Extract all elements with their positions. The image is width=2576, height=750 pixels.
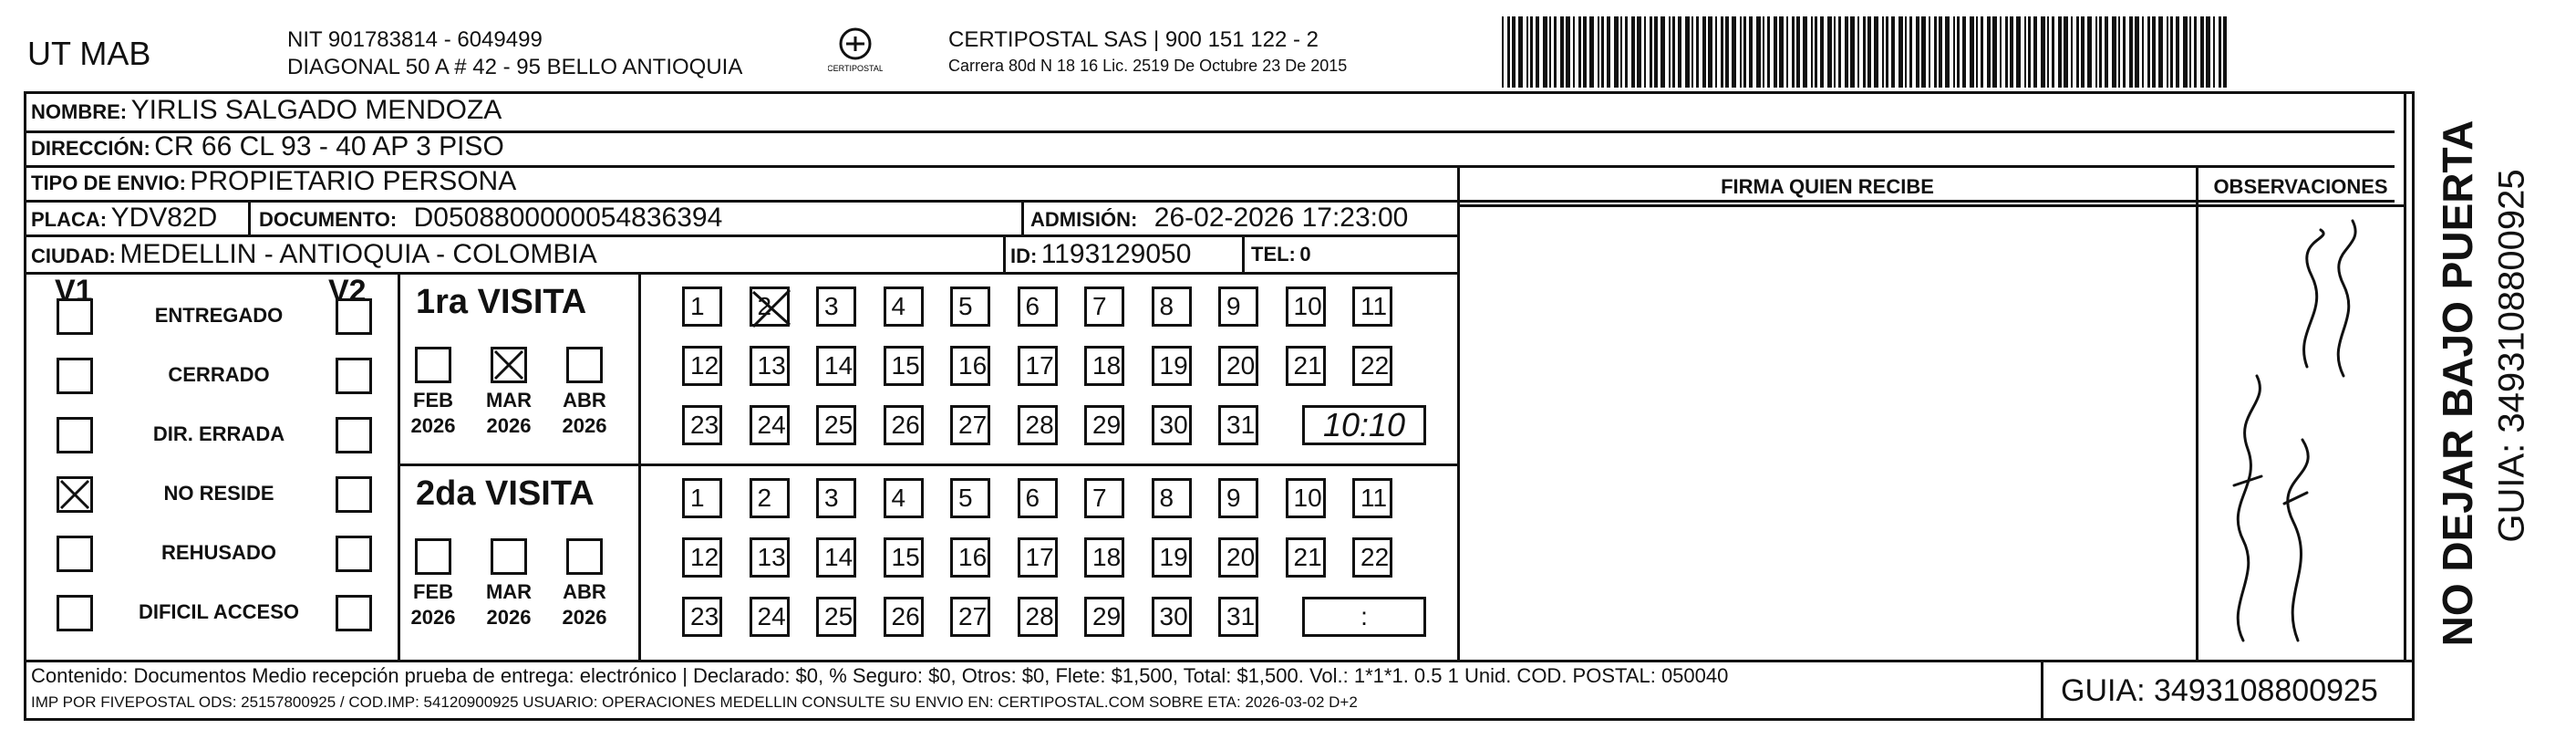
visit-day-box[interactable]: 9 <box>1218 478 1258 518</box>
visit-day-box[interactable]: 19 <box>1152 346 1192 386</box>
side-warning: NO DEJAR BAJO PUERTA <box>2434 120 2481 647</box>
visit-day-box[interactable]: 16 <box>950 346 990 386</box>
visit-month-label: ABR <box>563 389 606 411</box>
nombre-value: YIRLIS SALGADO MENDOZA <box>130 95 502 125</box>
visit-day-box[interactable]: 20 <box>1218 346 1258 386</box>
visit-day-box[interactable]: 2 <box>750 286 790 327</box>
visit-day-box[interactable]: 12 <box>682 346 722 386</box>
admision-label: ADMISIÓN: <box>1030 208 1138 231</box>
footer-guia: GUIA: 3493108800925 <box>2061 673 2378 708</box>
visit-day-box[interactable]: 19 <box>1152 537 1192 578</box>
visit-day-box[interactable]: 5 <box>950 286 990 327</box>
visit-day-box[interactable]: 3 <box>816 478 856 518</box>
admision-row <box>1030 203 1408 234</box>
footer-imp: IMP POR FIVEPOSTAL ODS: 25157800925 / COD.IMP: 54120900925 USUARIO: OPERACIONES MEDELLIN CONSULTE SU ENVIO EN: CERTIPOSTAL.COM SOBRE ETA: 2026-03-02 D+2 <box>31 693 1358 711</box>
v1-label: V1 <box>55 274 93 308</box>
visit-month-label: ABR <box>563 580 606 603</box>
visit-month-checkbox[interactable] <box>491 347 527 383</box>
visit-year-label: 2026 <box>486 414 532 437</box>
visit-day-box[interactable]: 8 <box>1152 478 1192 518</box>
documento-row <box>259 203 722 234</box>
status-label: CERRADO <box>168 363 270 386</box>
visit-day-box[interactable]: 6 <box>1018 478 1058 518</box>
status-v2-checkbox[interactable] <box>336 417 372 453</box>
logo-text: CERTIPOSTAL <box>828 64 883 73</box>
visit-day-box[interactable]: 12 <box>682 537 722 578</box>
side-guia: GUIA: 3493108800925 <box>2491 169 2532 543</box>
handwritten-observation <box>2207 212 2398 657</box>
documento-value: D0508800000054836394 <box>413 203 723 233</box>
visit-month-label: MAR <box>485 580 533 603</box>
visit-day-box[interactable]: 10 <box>1286 286 1326 327</box>
visit-day-box[interactable]: 26 <box>884 597 924 637</box>
visit-day-box[interactable]: 14 <box>816 346 856 386</box>
visit-month-checkbox[interactable] <box>491 538 527 575</box>
status-v2-checkbox[interactable] <box>336 358 372 394</box>
visit-day-box[interactable]: 17 <box>1018 346 1058 386</box>
visit-time-box[interactable]: 10:10 <box>1302 405 1426 445</box>
status-v1-checkbox[interactable] <box>57 536 93 572</box>
visit-title: 1ra VISITA <box>416 283 587 321</box>
documento-label: DOCUMENTO: <box>259 208 398 231</box>
tipo-envio-row <box>31 166 516 197</box>
status-label: NO RESIDE <box>163 482 274 505</box>
status-v1-checkbox[interactable] <box>57 358 93 394</box>
visit-day-box[interactable]: 29 <box>1084 597 1124 637</box>
visit-day-box[interactable]: 24 <box>750 597 790 637</box>
company-nit: NIT 901783814 - 6049499 <box>287 27 543 52</box>
visit-day-box[interactable]: 23 <box>682 597 722 637</box>
visit-day-box[interactable]: 22 <box>1352 346 1392 386</box>
visit-day-box[interactable]: 15 <box>884 346 924 386</box>
visit-day-box[interactable]: 15 <box>884 537 924 578</box>
visit-year-label: 2026 <box>410 414 456 437</box>
visit-day-box[interactable]: 16 <box>950 537 990 578</box>
certipostal-logo <box>828 26 883 80</box>
visit-day-box[interactable]: 25 <box>816 405 856 445</box>
observaciones-header: OBSERVACIONES <box>2213 175 2388 198</box>
ciudad-label: CIUDAD: <box>31 245 116 267</box>
visit-year-label: 2026 <box>562 606 607 629</box>
tel-label: TEL: <box>1251 243 1296 266</box>
carrier-name: CERTIPOSTAL SAS | 900 151 122 - 2 <box>948 27 1319 52</box>
visit-day-box[interactable]: 18 <box>1084 537 1124 578</box>
visit-day-box[interactable]: 31 <box>1218 405 1258 445</box>
company-name: UT MAB <box>27 35 151 72</box>
visit-day-box[interactable]: 17 <box>1018 537 1058 578</box>
day-check-mark <box>750 286 793 339</box>
visit-day-box[interactable]: 5 <box>950 478 990 518</box>
placa-row <box>31 203 217 234</box>
visit-year-label: 2026 <box>562 414 607 437</box>
visit-day-box[interactable]: 13 <box>750 537 790 578</box>
visit-month-label: FEB <box>413 580 453 603</box>
company-address: DIAGONAL 50 A # 42 - 95 BELLO ANTIOQUIA <box>287 55 743 79</box>
status-v2-checkbox[interactable] <box>336 536 372 572</box>
visit-day-box[interactable]: 29 <box>1084 405 1124 445</box>
visit-day-box[interactable]: 25 <box>816 597 856 637</box>
visit-day-box[interactable]: 7 <box>1084 286 1124 327</box>
visit-day-box[interactable]: 8 <box>1152 286 1192 327</box>
v2-label: V2 <box>328 274 367 308</box>
admision-value: 26-02-2026 17:23:00 <box>1154 203 1409 233</box>
status-v1-checkbox[interactable] <box>57 595 93 631</box>
status-label: DIFICIL ACCESO <box>138 600 299 623</box>
visit-day-box[interactable]: 9 <box>1218 286 1258 327</box>
status-v2-checkbox[interactable] <box>336 595 372 631</box>
footer-contenido: Contenido: Documentos Medio recepción prueba de entrega: electrónico | Declarado: $0, % Seguro: $0, Otros: $0, Flete: $1,500, Total: $1,500. Vol.: 1*1*1. 0.5 1 Unid. COD. POSTAL: 050040 <box>31 664 1729 687</box>
visit-month-checkbox[interactable] <box>566 347 603 383</box>
visit-day-box[interactable]: 27 <box>950 405 990 445</box>
visit-day-box[interactable]: 22 <box>1352 537 1392 578</box>
status-v1-checkbox[interactable] <box>57 298 93 335</box>
visit-day-box[interactable]: 14 <box>816 537 856 578</box>
visit-day-box[interactable]: 7 <box>1084 478 1124 518</box>
visit-day-box[interactable]: 20 <box>1218 537 1258 578</box>
direccion-row <box>31 131 504 162</box>
id-value: 1193129050 <box>1040 239 1192 269</box>
visit-day-box[interactable]: 13 <box>750 346 790 386</box>
ciudad-value: MEDELLIN - ANTIOQUIA - COLOMBIA <box>119 239 597 269</box>
visit-month-label: FEB <box>413 389 453 411</box>
visit-year-label: 2026 <box>486 606 532 629</box>
visit-day-box[interactable]: 11 <box>1352 286 1392 327</box>
visit-day-box[interactable]: 26 <box>884 405 924 445</box>
visit-day-box[interactable]: 1 <box>682 478 722 518</box>
barcode <box>1500 16 2229 88</box>
visit-day-box[interactable]: 1 <box>682 286 722 327</box>
status-v1-checkbox[interactable] <box>57 476 93 513</box>
visit-day-box[interactable]: 4 <box>884 286 924 327</box>
id-row <box>1010 239 1191 270</box>
visit-month-label: MAR <box>485 389 533 411</box>
visit-day-box[interactable]: 24 <box>750 405 790 445</box>
placa-label: PLACA: <box>31 208 108 231</box>
visit-day-box[interactable]: 21 <box>1286 346 1326 386</box>
direccion-value: CR 66 CL 93 - 40 AP 3 PISO <box>154 131 504 161</box>
visit-day-box[interactable]: 27 <box>950 597 990 637</box>
visit-day-box[interactable]: 21 <box>1286 537 1326 578</box>
status-label: REHUSADO <box>161 541 276 564</box>
status-v1-checkbox[interactable] <box>57 417 93 453</box>
status-v2-checkbox[interactable] <box>336 476 372 513</box>
visit-day-box[interactable]: 31 <box>1218 597 1258 637</box>
visit-day-box[interactable]: 4 <box>884 478 924 518</box>
visit-month-checkbox[interactable] <box>415 538 451 575</box>
tel-value: 0 <box>1299 243 1311 266</box>
visit-day-box[interactable]: 11 <box>1352 478 1392 518</box>
carrier-address: Carrera 80d N 18 16 Lic. 2519 De Octubre 23 De 2015 <box>948 57 1348 75</box>
visit-day-box[interactable]: 30 <box>1152 405 1192 445</box>
nombre-row <box>31 95 502 126</box>
visit-day-box[interactable]: 23 <box>682 405 722 445</box>
visit-time-box[interactable]: : <box>1302 597 1426 637</box>
visit-day-box[interactable]: 28 <box>1018 405 1058 445</box>
placa-value: YDV82D <box>110 203 218 233</box>
visit-day-box[interactable]: 30 <box>1152 597 1192 637</box>
status-label: DIR. ERRADA <box>152 422 285 445</box>
visit-day-box[interactable]: 18 <box>1084 346 1124 386</box>
ciudad-row <box>31 239 597 270</box>
id-label: ID: <box>1010 245 1038 267</box>
status-v2-checkbox[interactable] <box>336 298 372 335</box>
visit-month-checkbox[interactable] <box>415 347 451 383</box>
visit-day-box[interactable]: 10 <box>1286 478 1326 518</box>
tel-row <box>1251 243 1311 266</box>
visit-month-checkbox[interactable] <box>566 538 603 575</box>
visit-title: 2da VISITA <box>416 474 595 513</box>
visit-day-box[interactable]: 6 <box>1018 286 1058 327</box>
visit-day-box[interactable]: 28 <box>1018 597 1058 637</box>
signature-area[interactable] <box>1461 208 2194 659</box>
nombre-label: NOMBRE: <box>31 100 128 123</box>
visit-day-box[interactable]: 2 <box>750 478 790 518</box>
visit-day-box[interactable]: 3 <box>816 286 856 327</box>
tipo-envio-label: TIPO DE ENVIO: <box>31 172 186 194</box>
visit-year-label: 2026 <box>410 606 456 629</box>
direccion-label: DIRECCIÓN: <box>31 137 150 160</box>
firma-header: FIRMA QUIEN RECIBE <box>1721 175 1934 198</box>
tipo-envio-value: PROPIETARIO PERSONA <box>190 166 517 196</box>
status-label: ENTREGADO <box>154 304 284 327</box>
